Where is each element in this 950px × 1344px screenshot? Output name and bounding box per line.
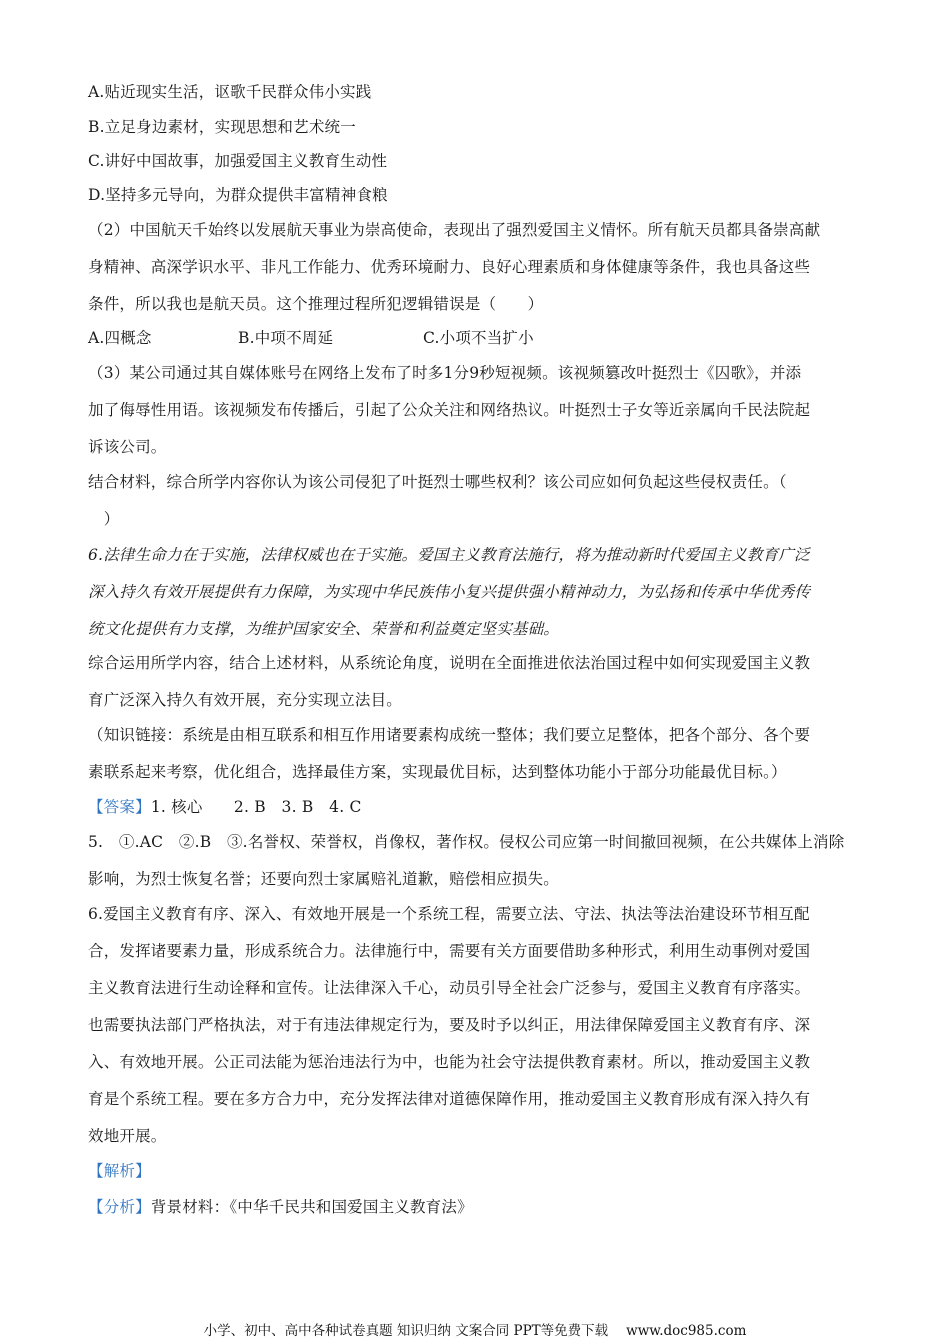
fenxi-text: 背景材料：《中华千民共和国爱国主义教育法》 (150, 1198, 473, 1216)
analysis-line (88, 1197, 473, 1217)
page-footer (0, 1322, 950, 1340)
analysis-tag: 【解析】 (88, 1162, 151, 1180)
q3-line-5: ） (88, 510, 120, 528)
q6-hint-2: 素联系起来考察，优化组合，选择最佳方案，实现最优目标，达到整体功能小于部分功能最优目标。） (88, 763, 787, 781)
answer-line (88, 797, 362, 817)
q6-prompt-1: 综合运用所学内容，结合上述材料，从系统论角度，说明在全面推进依法治国过程中如何实现爱国主义教 (88, 654, 811, 672)
footer-site-link[interactable]: www.doc985.com (626, 1323, 747, 1339)
q6-material-1: 6.法律生命力在于实施，法律权威也在于实施。爱国主义教育法施行，将为推动新时代爱国主义教育广泛 (88, 546, 810, 564)
q6-material-3: 统文化提供有力支撑，为维护国家安全、荣誉和利益奠定坚实基础。 (88, 620, 560, 638)
q6-prompt-2: 育广泛深入持久有效开展，充分实现立法目。 (88, 691, 403, 709)
option-b: B.立足身边素材，实现思想和艺术统一 (88, 118, 356, 136)
q2-option-b: B.中项不周延 (238, 329, 334, 347)
q6-material-2: 深入持久有效开展提供有力保障，为实现中华民族伟小复兴提供强小精神动力，为弘扬和传承中华优秀传 (88, 583, 811, 601)
answer-6-line-5: 入、有效地开展。公正司法能为惩治违法行为中，也能为社会守法提供教育素材。所以，推动爱国主义教 (88, 1053, 811, 1071)
answer-5-line-2: 影响，为烈士恢复名誉；还要向烈士家属赔礼道歉，赔偿相应损失。 (88, 870, 560, 888)
answer-6-line-3: 主义教育法进行生动诠释和宣传。让法律深入千心，动员引导全社会广泛参与，爱国主义教育有序落实。 (88, 979, 811, 997)
answer-6-line-2: 合，发挥诸要素力量，形成系统合力。法律施行中，需要有关方面要借助多种形式，利用生动事例对爱国 (88, 942, 811, 960)
answer-5-line-1: 5. ①.AC ②.B ③.名誉权、荣誉权，肖像权，著作权。侵权公司应第一时间撤回视频，在公共媒体上消除 (88, 833, 845, 851)
q2-line-3: 条件，所以我也是航天员。这个推理过程所犯逻辑错误是（ ） (88, 295, 544, 313)
answer-1-4: 1. 核心 2. B 3. B 4. C (150, 798, 362, 816)
answer-tag: 【答案】 (88, 798, 151, 816)
q6-hint-1: （知识链接：系统是由相互联系和相互作用诸要素构成统一整体；我们要立足整体，把各个部分、各个要 (88, 726, 811, 744)
option-d: D.坚持多元导向，为群众提供丰富精神食粮 (88, 186, 388, 204)
q3-line-1: （3）某公司通过其自媒体账号在网络上发布了时多1分9秒短视频。该视频篡改叶挺烈士《囚歌》，并添 (88, 364, 802, 382)
q3-line-3: 诉该公司。 (88, 438, 167, 456)
option-a: A.贴近现实生活，讴歌千民群众伟小实践 (88, 83, 372, 101)
q2-options (88, 328, 534, 348)
fenxi-tag: 【分析】 (88, 1198, 151, 1216)
answer-6-line-7: 效地开展。 (88, 1127, 167, 1145)
q2-option-a: A.四概念 (88, 329, 152, 347)
option-c: C.讲好中国故事，加强爱国主义教育生动性 (88, 152, 388, 170)
footer-text: 小学、初中、高中各种试卷真题 知识归纳 文案合同 PPT等免费下载 (203, 1323, 609, 1339)
q3-line-2: 加了侮辱性用语。该视频发布传播后，引起了公众关注和网络热议。叶挺烈士子女等近亲属向千民法院起 (88, 401, 811, 419)
q2-line-2: 身精神、高深学识水平、非凡工作能力、优秀环境耐力、良好心理素质和身体健康等条件，我也具备这些 (88, 258, 811, 276)
q2-line-1: （2）中国航天千始终以发展航天事业为崇高使命，表现出了强烈爱国主义情怀。所有航天员都具备崇高献 (88, 221, 821, 239)
answer-6-line-6: 育是个系统工程。要在多方合力中，充分发挥法律对道德保障作用，推动爱国主义教育形成有深入持久有 (88, 1090, 811, 1108)
q2-option-c: C.小项不当扩小 (423, 329, 534, 347)
answer-6-line-4: 也需要执法部门严格执法，对于有违法律规定行为，要及时予以纠正，用法律保障爱国主义教育有序、深 (88, 1016, 811, 1034)
q3-line-4: 结合材料，综合所学内容你认为该公司侵犯了叶挺烈士哪些权利？该公司应如何负起这些侵权责任。（ (88, 473, 787, 491)
answer-6-line-1: 6.爱国主义教育有序、深入、有效地开展是一个系统工程，需要立法、守法、执法等法治建设环节相互配 (88, 905, 810, 923)
